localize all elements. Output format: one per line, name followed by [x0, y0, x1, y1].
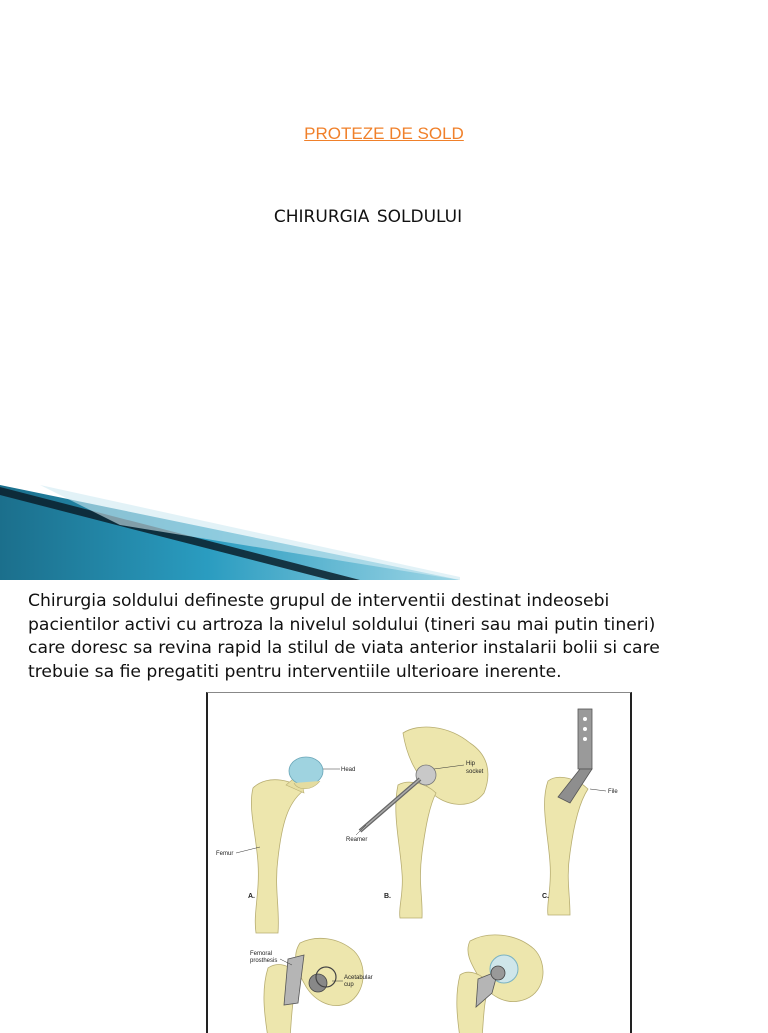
label-reamer: Reamer — [346, 837, 368, 843]
decorative-wedge — [0, 485, 460, 580]
hip-surgery-illustration — [206, 692, 632, 1033]
paragraph-line: trebuie sa fie pregatiti pentru interventiile ulterioare inerente. — [28, 661, 562, 682]
label-head: Head — [341, 767, 356, 773]
label-hip-1: Hip — [466, 761, 476, 767]
page-title: PROTEZE DE SOLD — [304, 124, 464, 143]
panel-d — [250, 938, 373, 1033]
body-paragraph — [28, 590, 748, 684]
panel-a — [216, 757, 355, 933]
page-subtitle: CHIRURGIA SOLDULUI — [273, 207, 463, 227]
panel-c — [542, 709, 618, 915]
label-femur: Femur — [216, 851, 234, 857]
paragraph-line: Chirurgia soldului defineste grupul de interventii destinat indeosebi — [28, 591, 610, 611]
panel-label-b: B. — [384, 893, 391, 900]
paragraph-line: pacientilor activi cu artroza la nivelul soldului (tineri sau mai putin tineri) — [28, 614, 656, 635]
panel-e — [457, 935, 543, 1033]
illustration-svg — [208, 693, 630, 1033]
label-acetabular-1: Acetabular — [344, 975, 373, 981]
label-femoral-2: prosthesis — [250, 958, 278, 964]
label-femoral-1: Femoral — [250, 951, 273, 957]
panel-label-c: C. — [542, 893, 549, 900]
label-hip-2: socket — [466, 769, 484, 775]
paragraph-line: care doresc sa revina rapid la stilul de viata anterior instalarii bolii si care — [28, 638, 660, 658]
panel-b — [346, 727, 488, 918]
panel-label-a: A. — [248, 893, 255, 900]
label-acetabular-2: cup — [344, 982, 354, 988]
label-file: File — [608, 789, 618, 795]
